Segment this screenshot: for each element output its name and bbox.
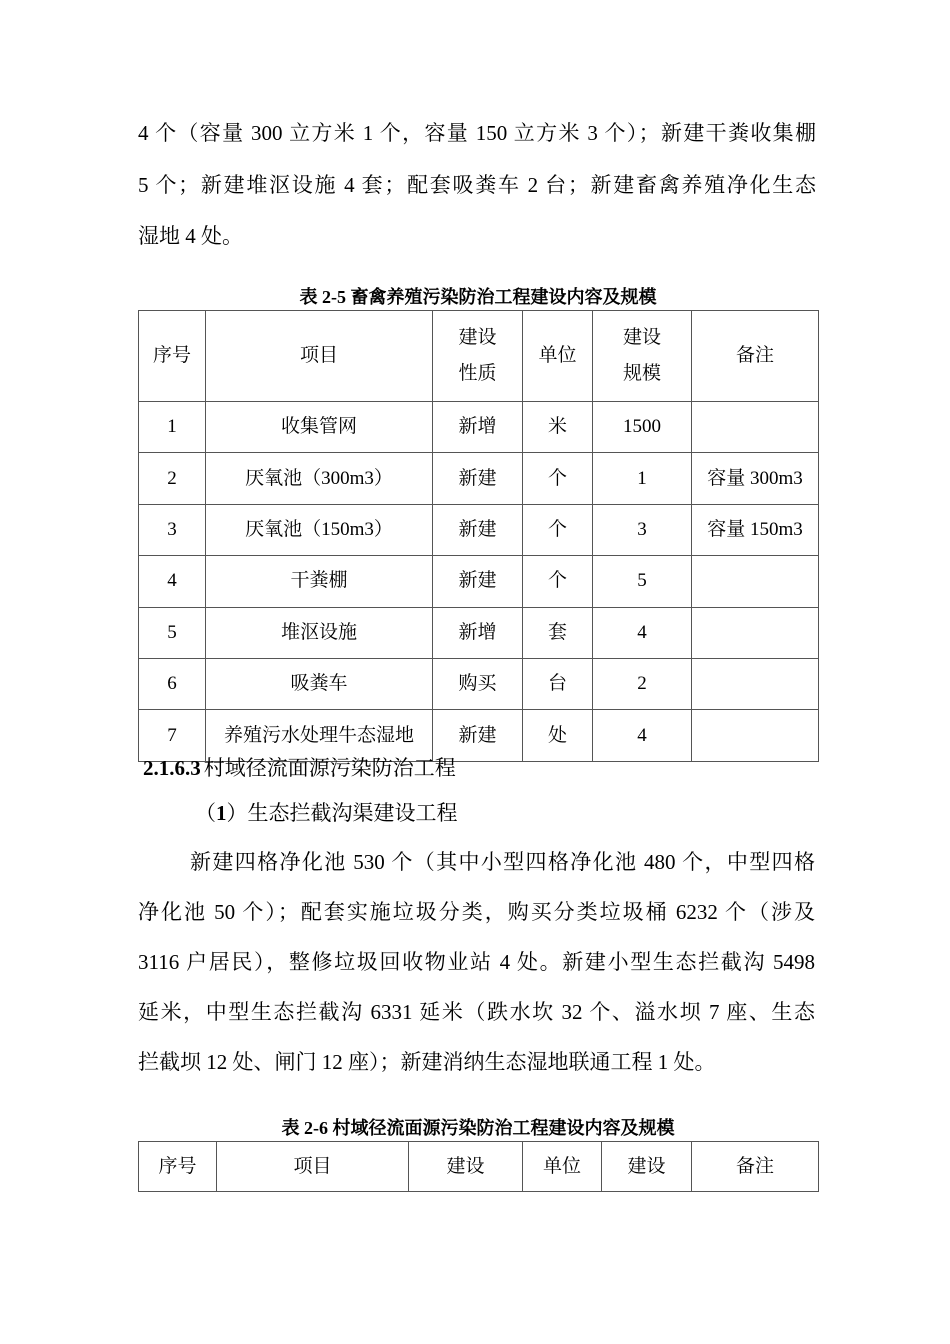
cell-item: 收集管网 (206, 402, 433, 453)
paragraph-line: 3116 户居民），整修垃圾回收物业站 4 处。新建小型生态拦截沟 5498 (138, 950, 815, 974)
cell-nature: 新增 (433, 402, 523, 453)
header-nature-line2: 性质 (458, 363, 497, 384)
header-remark: 备注 (692, 311, 819, 402)
table-row (139, 607, 819, 658)
table-row (139, 556, 819, 607)
cell-item: 堆沤设施 (206, 607, 433, 658)
cell-remark: 容量 300m3 (692, 453, 819, 504)
header-unit: 单位 (523, 311, 593, 402)
header-scale-line2: 规模 (622, 363, 661, 384)
paragraph-line: 湿地 4 处。 (138, 224, 243, 248)
cell-nature: 新建 (433, 556, 523, 607)
header-scale-line1: 建设 (622, 327, 661, 348)
header-scale (593, 311, 692, 402)
header-nature-line1: 建设 (458, 327, 497, 348)
cell-index: 6 (139, 658, 206, 709)
cell-index: 3 (139, 504, 206, 555)
cell-index: 4 (139, 556, 206, 607)
subsection-paren-open: （ (195, 801, 216, 825)
cell-remark (692, 402, 819, 453)
section-number: 2.1.6.3 (143, 756, 201, 780)
cell-scale: 4 (593, 607, 692, 658)
paragraph-line: 拦截坝 12 处、闸门 12 座）；新建消纳生态湿地联通工程 1 处。 (138, 1050, 716, 1074)
paragraph-line: 净化池 50 个）；配套实施垃圾分类，购买分类垃圾桶 6232 个（涉及 (138, 900, 815, 924)
cell-scale: 3 (593, 504, 692, 555)
subsection-heading (195, 798, 458, 828)
cell-index: 2 (139, 453, 206, 504)
subsection-paren-close: ） (226, 801, 248, 825)
table-header-row (139, 1142, 819, 1192)
cell-nature: 新增 (433, 607, 523, 658)
paragraph-line: 延米，中型生态拦截沟 6331 延米（跌水坎 32 个、溢水坝 7 座、生态 (138, 1000, 815, 1024)
cell-item: 干粪棚 (206, 556, 433, 607)
cell-nature: 购买 (433, 658, 523, 709)
subsection-number: 1 (216, 801, 227, 825)
cell-remark (692, 607, 819, 658)
runoff-pollution-table (138, 1141, 819, 1192)
livestock-pollution-table (138, 310, 819, 762)
header-index: 序号 (139, 311, 206, 402)
cell-scale: 4 (593, 710, 692, 761)
subsection-title: 生态拦截沟渠建设工程 (247, 801, 458, 825)
section-heading (143, 753, 456, 783)
table-header-row (139, 311, 819, 402)
paragraph-line: 5 个；新建堆沤设施 4 套；配套吸粪车 2 台；新建畜禽养殖净化生态 (138, 173, 816, 197)
cell-nature: 新建 (433, 710, 523, 761)
header-unit: 单位 (523, 1142, 602, 1192)
cell-item: 吸粪车 (206, 658, 433, 709)
header-index: 序号 (139, 1142, 217, 1192)
cell-scale: 1 (593, 453, 692, 504)
header-nature: 建设 (409, 1142, 523, 1192)
header-item: 项目 (206, 311, 433, 402)
header-nature (433, 311, 523, 402)
header-item: 项目 (217, 1142, 409, 1192)
header-remark: 备注 (692, 1142, 819, 1192)
table-row (139, 453, 819, 504)
cell-unit: 米 (523, 402, 593, 453)
cell-item: 厌氧池（300m3） (206, 453, 433, 504)
table-row (139, 504, 819, 555)
table-caption: 表 2-6 村域径流面源污染防治工程建设内容及规模 (281, 1118, 675, 1138)
table-row (139, 402, 819, 453)
cell-item: 厌氧池（150m3） (206, 504, 433, 555)
cell-index: 7 (139, 710, 206, 761)
cell-index: 1 (139, 402, 206, 453)
cell-unit: 个 (523, 556, 593, 607)
table-row (139, 658, 819, 709)
header-scale: 建设 (602, 1142, 692, 1192)
cell-remark (692, 556, 819, 607)
cell-remark (692, 658, 819, 709)
cell-index: 5 (139, 607, 206, 658)
paragraph-line: 4 个（容量 300 立方米 1 个，容量 150 立方米 3 个）；新建干粪收集棚 (138, 121, 816, 145)
section-title: 村域径流面源污染防治工程 (203, 756, 456, 780)
cell-scale: 2 (593, 658, 692, 709)
cell-unit: 处 (523, 710, 593, 761)
cell-unit: 个 (523, 453, 593, 504)
cell-remark: 容量 150m3 (692, 504, 819, 555)
cell-scale: 5 (593, 556, 692, 607)
cell-item: 养殖污水处理牛态湿地 (206, 710, 433, 761)
table-caption: 表 2-5 畜禽养殖污染防治工程建设内容及规模 (299, 287, 657, 307)
cell-unit: 个 (523, 504, 593, 555)
cell-nature: 新建 (433, 504, 523, 555)
cell-unit: 套 (523, 607, 593, 658)
cell-unit: 台 (523, 658, 593, 709)
cell-scale: 1500 (593, 402, 692, 453)
cell-nature: 新建 (433, 453, 523, 504)
cell-remark (692, 710, 819, 761)
paragraph-line: 新建四格净化池 530 个（其中小型四格净化池 480 个，中型四格 (190, 850, 815, 874)
